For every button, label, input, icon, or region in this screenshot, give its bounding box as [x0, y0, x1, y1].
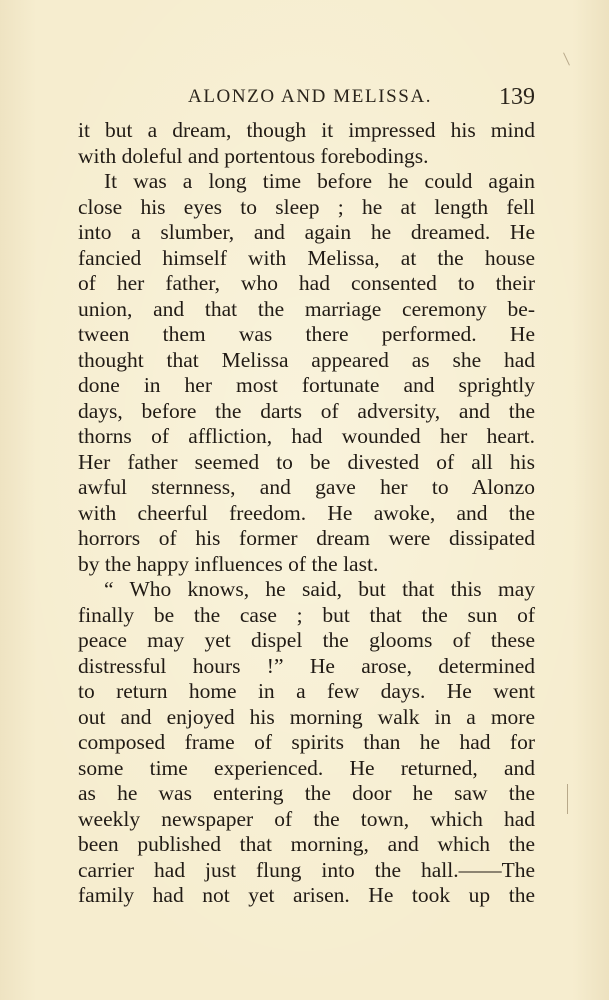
- text-line: composed frame of spirits than he had for: [78, 730, 535, 754]
- text-line: union, and that the marriage ceremony be-: [78, 296, 535, 321]
- text-line: thorns of affliction, had wounded her heart.: [78, 424, 535, 448]
- text-line: with doleful and portentous forebodings.: [78, 143, 429, 168]
- text-line: “ Who knows, he said, but that this may: [104, 577, 535, 601]
- text-line: tween them was there performed. He: [78, 322, 535, 346]
- text-line: peace may yet dispel the glooms of these: [78, 628, 535, 652]
- text-line: It was a long time before he could again: [104, 169, 535, 193]
- text-line: done in her most fortunate and sprightly: [78, 373, 535, 397]
- running-head: [78, 86, 535, 114]
- text-line: to return home in a few days. He went: [78, 679, 535, 703]
- text-line: with cheerful freedom. He awoke, and the: [78, 500, 535, 525]
- text-line: carrier had just flung into the hall.——The: [78, 857, 535, 882]
- text-line: horrors of his former dream were dissipated: [78, 526, 535, 550]
- text-line: fancied himself with Melissa, at the house: [78, 245, 535, 270]
- text-line: of her father, who had consented to their: [78, 271, 535, 295]
- text-line: by the happy influences of the last.: [78, 551, 379, 576]
- text-line: thought that Melissa appeared as she had: [78, 347, 535, 372]
- text-line: as he was entering the door he saw the: [78, 781, 535, 805]
- text-line: weekly newspaper of the town, which had: [78, 806, 535, 831]
- text-line: Her father seemed to be divested of all his: [78, 449, 535, 474]
- text-line: some time experienced. He returned, and: [78, 755, 535, 780]
- text-line: close his eyes to sleep ; he at length fell: [78, 194, 535, 219]
- margin-tick-right: [567, 784, 568, 814]
- page-number: 139: [499, 84, 535, 110]
- text-line: awful sternness, and gave her to Alonzo: [78, 475, 535, 499]
- text-line: out and enjoyed his morning walk in a more: [78, 704, 535, 729]
- text-line: distressful hours !” He arose, determined: [78, 653, 535, 678]
- margin-tick-top: [563, 52, 570, 65]
- text-line: it but a dream, though it impressed his mind: [78, 118, 535, 142]
- text-line: been published that morning, and which the: [78, 832, 535, 856]
- text-line: into a slumber, and again he dreamed. He: [78, 220, 535, 244]
- text-line: family had not yet arisen. He took up the: [78, 883, 535, 907]
- text-line: days, before the darts of adversity, and the: [78, 398, 535, 423]
- text-line: finally be the case ; but that the sun of: [78, 602, 535, 627]
- body-text: [78, 118, 535, 909]
- running-title: ALONZO AND MELISSA.: [188, 86, 433, 107]
